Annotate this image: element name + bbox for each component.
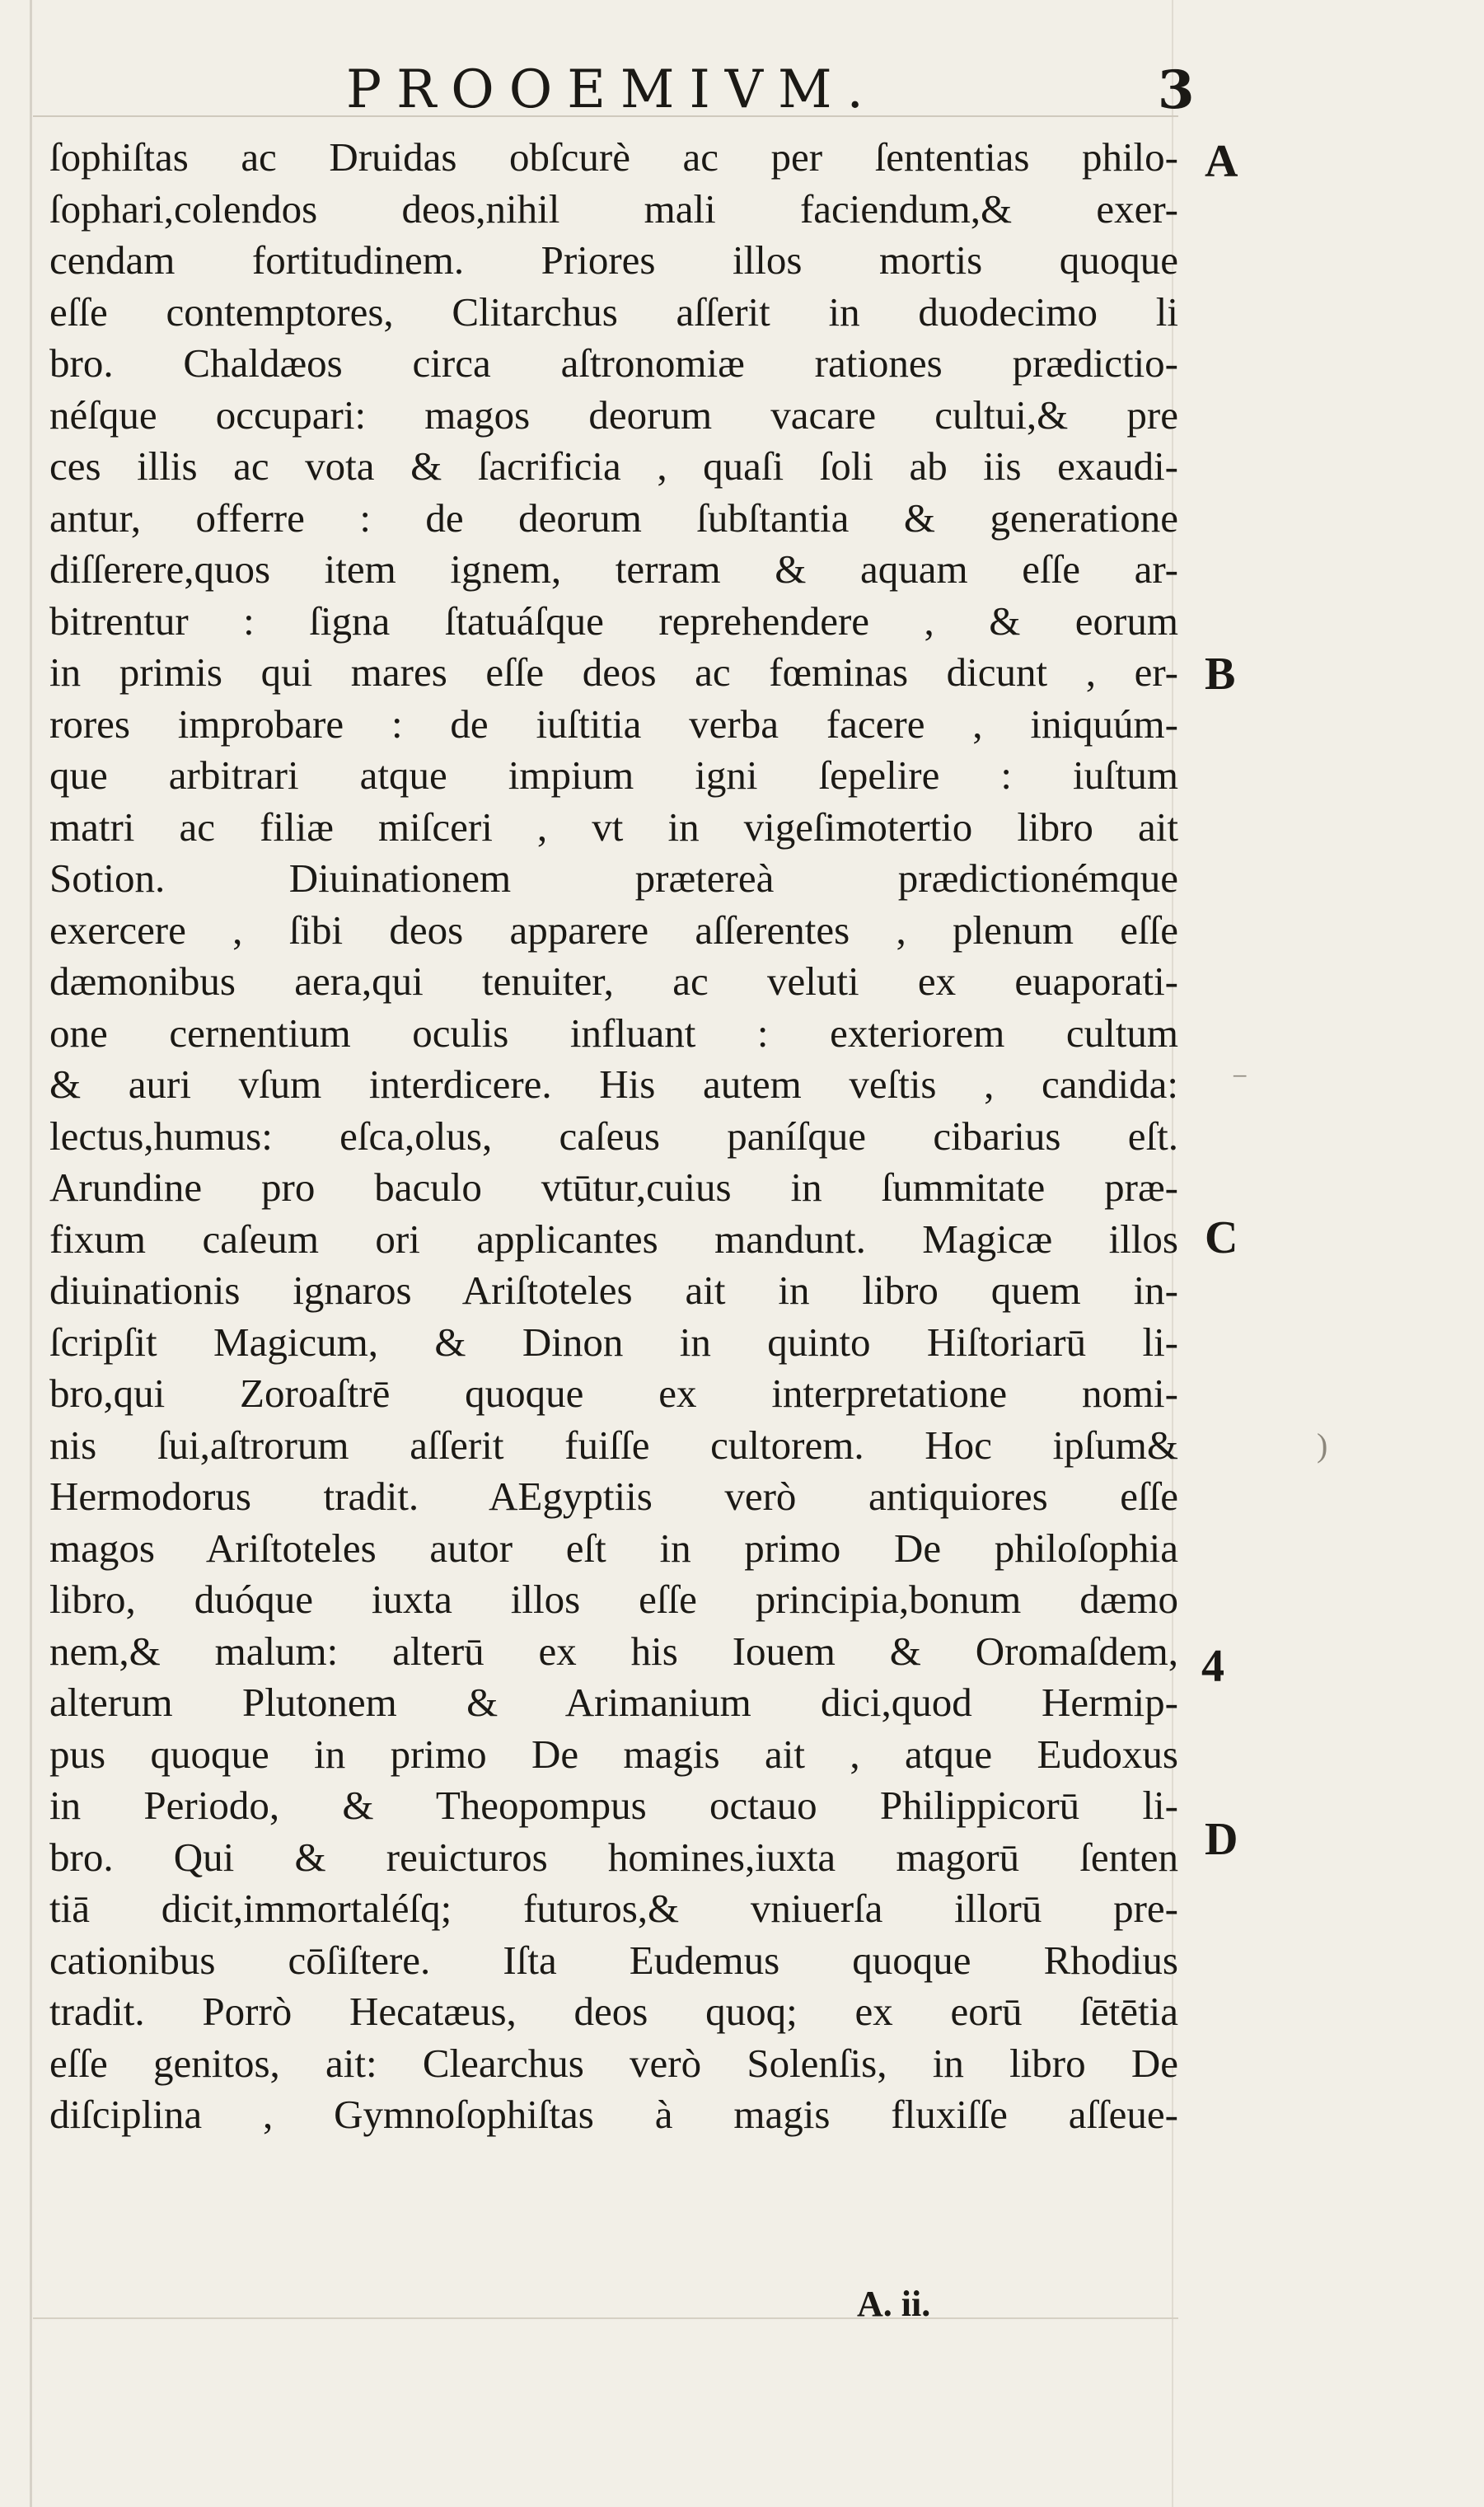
- stray-paren-mark: ): [1317, 1427, 1328, 1464]
- text-line: ſcripſit Magicum, & Dinon in quinto Hiſtoriarū li-: [49, 1319, 1178, 1365]
- text-line: eſſe contemptores, Clitarchus aſſerit in duodecimo li: [49, 288, 1178, 335]
- main-text: [49, 132, 1178, 2141]
- text-line: ces illis ac vota & ſacrificia , quaſi ſoli ab iis exaudi-: [49, 443, 1178, 489]
- margin-letter-d: D: [1205, 1814, 1238, 1865]
- margin-letter-a: A: [1205, 136, 1238, 187]
- text-line: diſciplina , Gymnoſophiſtas à magis fluxiſſe aſſeue-: [49, 2092, 1178, 2137]
- text-line: nem,& malum: alterū ex his Iouem & Oromaſdem,: [49, 1628, 1178, 1674]
- text-line: bro. Qui & reuicturos homines,iuxta magorū ſenten: [49, 1834, 1178, 1880]
- signature-mark: A. ii.: [857, 2284, 931, 2324]
- page-fold-line: [30, 0, 32, 2507]
- text-line: dæmonibus aera,qui tenuiter, ac veluti ex euaporati-: [49, 958, 1178, 1004]
- margin-letter-b: B: [1205, 649, 1236, 700]
- running-title: PROOEMIVM.: [346, 59, 878, 120]
- text-line: antur, offerre : de deorum ſubſtantia & generatione: [49, 494, 1178, 541]
- text-line: fixum caſeum ori applicantes mandunt. Magicæ illos: [49, 1216, 1178, 1262]
- text-line: bro,qui Zoroaſtrē quoque ex interpretatione nomi-: [49, 1371, 1178, 1416]
- text-line: matri ac filiæ miſceri , vt in vigeſimotertio libro ait: [49, 804, 1178, 850]
- text-line: tiā dicit,immortaléſq; futuros,& vniuerſa illorū pre-: [49, 1886, 1178, 1931]
- text-line: diuinationis ignaros Ariſtoteles ait in libro quem in-: [49, 1268, 1178, 1313]
- text-line: Arundine pro baculo vtūtur,cuius in ſummitate præ-: [49, 1164, 1178, 1210]
- text-line: in primis qui mares eſſe deos ac fœminas dicunt , er-: [49, 649, 1178, 695]
- page-header: [0, 59, 1484, 134]
- text-line: libro, duóque iuxta illos eſſe principia,bonum dæmo: [49, 1577, 1178, 1622]
- margin-letter-c: C: [1205, 1212, 1238, 1263]
- text-line: cendam fortitudinem. Priores illos mortis quoque: [49, 237, 1178, 283]
- text-line: ſophiſtas ac Druidas obſcurè ac per ſententias philo-: [49, 134, 1178, 180]
- text-line: néſque occupari: magos deorum vacare cultui,& pre: [49, 391, 1178, 438]
- margin-numeral-4: 4: [1201, 1641, 1224, 1692]
- text-line: bro. Chaldæos circa aſtronomiæ rationes prædictio-: [49, 340, 1178, 386]
- text-line: in Periodo, & Theopompus octauo Philippicorū li-: [49, 1783, 1178, 1828]
- text-line: lectus,humus: eſca,olus, caſeus paníſque cibarius eſt.: [49, 1113, 1178, 1159]
- text-line: tradit. Porrò Hecatæus, deos quoq; ex eorū ſētētia: [49, 1989, 1178, 2034]
- text-line: Hermodorus tradit. AEgyptiis verò antiquiores eſſe: [49, 1474, 1178, 1519]
- text-line: nis ſui,aſtrorum aſſerit fuiſſe cultorem. Hoc ipſum&: [49, 1422, 1178, 1468]
- text-line: & auri vſum interdicere. His autem veſtis , candida:: [49, 1061, 1178, 1107]
- text-line: bitrentur : ſigna ſtatuáſque reprehendere , & eorum: [49, 597, 1178, 644]
- text-line: magos Ariſtoteles autor eſt in primo De philoſophia: [49, 1525, 1178, 1571]
- text-line: one cernentium oculis influant : exteriorem cultum: [49, 1010, 1178, 1056]
- stray-dash-mark: ‾: [1234, 1072, 1246, 1109]
- text-line: alterum Plutonem & Arimanium dici,quod Hermip-: [49, 1680, 1178, 1725]
- text-line: pus quoque in primo De magis ait , atque Eudoxus: [49, 1731, 1178, 1777]
- text-line: ſophari,colendos deos,nihil mali faciendum,& exer-: [49, 185, 1178, 232]
- text-line: diſſerere,quos item ignem, terram & aquam eſſe ar-: [49, 546, 1178, 592]
- text-line: eſſe genitos, ait: Clearchus verò Solenſis, in libro De: [49, 2040, 1178, 2086]
- text-line: Sotion. Diuinationem prætereà prædictionémque: [49, 855, 1178, 901]
- text-line: que arbitrari atque impium igni ſepelire : iuſtum: [49, 752, 1178, 798]
- text-line: cationibus cōſiſtere. Iſta Eudemus quoque Rhodius: [49, 1937, 1178, 1983]
- page-number: 3: [1158, 59, 1195, 121]
- text-line: rores improbare : de iuſtitia verba facere , iniquúm-: [49, 701, 1178, 747]
- footer-rule: [33, 2317, 1178, 2319]
- text-line: exercere , ſibi deos apparere aſſerentes , plenum eſſe: [49, 907, 1178, 953]
